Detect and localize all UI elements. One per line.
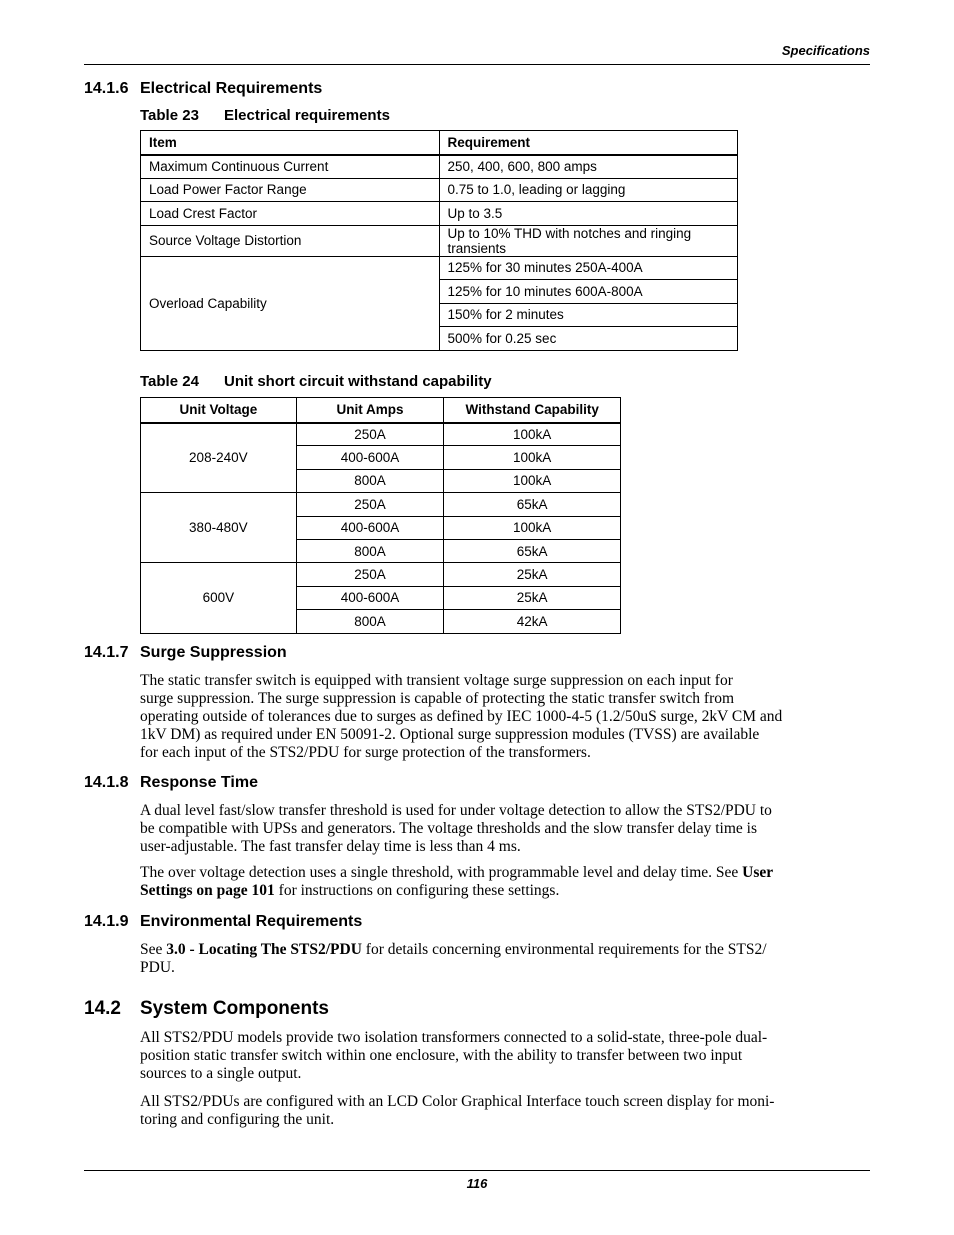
surge-suppression-paragraph	[140, 672, 870, 762]
footer-rule	[84, 1170, 870, 1171]
text-line: All STS2/PDU models provide two isolation transformers connected to a solid-state, three-pole dual-	[140, 1029, 768, 1046]
text-line: be compatible with UPSs and generators. The voltage thresholds and the slow transfer delay time is	[140, 820, 757, 837]
table-title: Electrical requirements	[224, 107, 390, 124]
table-row	[141, 202, 738, 226]
table-row	[141, 256, 738, 280]
table-title: Unit short circuit withstand capability	[224, 373, 492, 390]
system-components-paragraph-2	[140, 1093, 870, 1129]
heading-14-1-9	[84, 913, 362, 931]
table-row	[141, 493, 621, 516]
heading-14-2	[84, 998, 329, 1020]
text-line: All STS2/PDUs are configured with an LCD Color Graphical Interface touch screen display for moni-	[140, 1093, 775, 1110]
item-cell: Load Crest Factor	[141, 202, 440, 226]
requirement-cell: 125% for 30 minutes 250A-400A	[439, 256, 738, 280]
table-24-caption	[140, 373, 492, 390]
cross-reference-link[interactable]: 3.0 - Locating The STS2/PDU	[166, 941, 362, 958]
capability-cell: 100kA	[444, 423, 621, 446]
section-number: 14.1.8	[84, 774, 129, 791]
section-title: Response Time	[140, 774, 258, 791]
voltage-cell: 380-480V	[141, 493, 297, 563]
requirement-cell: Up to 3.5	[439, 202, 738, 226]
section-title: Electrical Requirements	[140, 80, 323, 97]
amps-cell: 250A	[296, 423, 444, 446]
capability-cell: 100kA	[444, 446, 621, 469]
amps-cell: 800A	[296, 469, 444, 492]
text-line: The static transfer switch is equipped with transient voltage surge suppression on each input for	[140, 672, 733, 689]
cross-reference-link[interactable]: User	[742, 864, 774, 881]
text-line: PDU.	[140, 959, 175, 976]
item-cell: Load Power Factor Range	[141, 178, 440, 202]
text-line	[140, 864, 870, 882]
text-line	[140, 941, 870, 959]
requirement-cell: 0.75 to 1.0, leading or lagging	[439, 178, 738, 202]
section-title: Surge Suppression	[140, 644, 287, 661]
response-time-paragraph-2	[140, 864, 870, 900]
item-cell: Source Voltage Distortion	[141, 225, 440, 256]
table-row	[141, 178, 738, 202]
short-circuit-withstand-table	[140, 397, 621, 634]
table-row	[141, 225, 738, 256]
column-header-withstand-capability: Withstand Capability	[444, 398, 621, 423]
table-23-caption	[140, 107, 390, 124]
table-row	[141, 423, 621, 446]
heading-14-1-6	[84, 80, 322, 98]
text-line: for each input of the STS2/PDU for surge protection of the transformers.	[140, 744, 591, 761]
section-number: 14.1.6	[84, 80, 129, 97]
amps-cell: 250A	[296, 563, 444, 586]
environmental-paragraph	[140, 941, 870, 977]
amps-cell: 400-600A	[296, 586, 444, 609]
section-number: 14.1.7	[84, 644, 129, 661]
amps-cell: 800A	[296, 539, 444, 562]
response-time-paragraph-1	[140, 802, 870, 856]
electrical-requirements-table	[140, 130, 738, 351]
capability-cell: 25kA	[444, 586, 621, 609]
page-number: 116	[466, 1176, 488, 1191]
capability-cell: 65kA	[444, 539, 621, 562]
table-label: Table 23	[140, 107, 199, 124]
text-line: A dual level fast/slow transfer threshold is used for under voltage detection to allow the STS2/PDU to	[140, 802, 772, 819]
voltage-cell: 600V	[141, 563, 297, 633]
column-header-item: Item	[141, 131, 440, 155]
text-run: See	[140, 941, 167, 958]
section-title: Environmental Requirements	[140, 913, 363, 930]
capability-cell: 25kA	[444, 563, 621, 586]
table-header-row	[141, 131, 738, 155]
table-row	[141, 563, 621, 586]
requirement-cell: 150% for 2 minutes	[439, 303, 738, 327]
item-cell: Overload Capability	[141, 256, 440, 350]
text-run: The over voltage detection uses a single threshold, with programmable level and delay time. See	[140, 864, 743, 881]
requirement-cell: 250, 400, 600, 800 amps	[439, 155, 738, 179]
text-line: position static transfer switch within one enclosure, with the ability to transfer between two input	[140, 1047, 743, 1064]
text-line: 1kV DM) as required under EN 50091-2. Optional surge suppression modules (TVSS) are available	[140, 726, 760, 743]
text-line: toring and configuring the unit.	[140, 1111, 335, 1128]
text-run: for details concerning environmental requirements for the STS2/	[361, 941, 767, 958]
text-line: surge suppression. The surge suppression is capable of protecting the static transfer switch from	[140, 690, 735, 707]
amps-cell: 800A	[296, 610, 444, 633]
header-rule	[84, 64, 870, 65]
column-header-requirement: Requirement	[439, 131, 738, 155]
capability-cell: 100kA	[444, 516, 621, 539]
text-line: user-adjustable. The fast transfer delay time is less than 4 ms.	[140, 838, 521, 855]
text-run: for instructions on configuring these settings.	[274, 882, 560, 899]
column-header-unit-voltage: Unit Voltage	[141, 398, 297, 423]
requirement-cell: Up to 10% THD with notches and ringing transients	[439, 225, 738, 256]
heading-14-1-7	[84, 644, 287, 662]
table-header-row	[141, 398, 621, 423]
table-row	[141, 155, 738, 179]
capability-cell: 100kA	[444, 469, 621, 492]
amps-cell: 400-600A	[296, 516, 444, 539]
capability-cell: 42kA	[444, 610, 621, 633]
capability-cell: 65kA	[444, 493, 621, 516]
column-header-unit-amps: Unit Amps	[296, 398, 444, 423]
requirement-cell: 125% for 10 minutes 600A-800A	[439, 280, 738, 304]
requirement-cell: 500% for 0.25 sec	[439, 327, 738, 351]
cross-reference-link[interactable]: Settings on page 101	[140, 882, 275, 899]
section-title: System Components	[140, 998, 329, 1019]
voltage-cell: 208-240V	[141, 423, 297, 493]
amps-cell: 250A	[296, 493, 444, 516]
heading-14-1-8	[84, 774, 258, 792]
section-number: 14.2	[84, 998, 121, 1019]
text-line: sources to a single output.	[140, 1065, 302, 1082]
text-line	[140, 882, 870, 900]
amps-cell: 400-600A	[296, 446, 444, 469]
running-header: Specifications	[781, 43, 870, 58]
table-label: Table 24	[140, 373, 199, 390]
text-line: operating outside of tolerances due to surges as defined by IEC 1000-4-5 (1.2/50uS surge, 2kV CM and	[140, 708, 783, 725]
item-cell: Maximum Continuous Current	[141, 155, 440, 179]
section-number: 14.1.9	[84, 913, 129, 930]
system-components-paragraph-1	[140, 1029, 870, 1083]
